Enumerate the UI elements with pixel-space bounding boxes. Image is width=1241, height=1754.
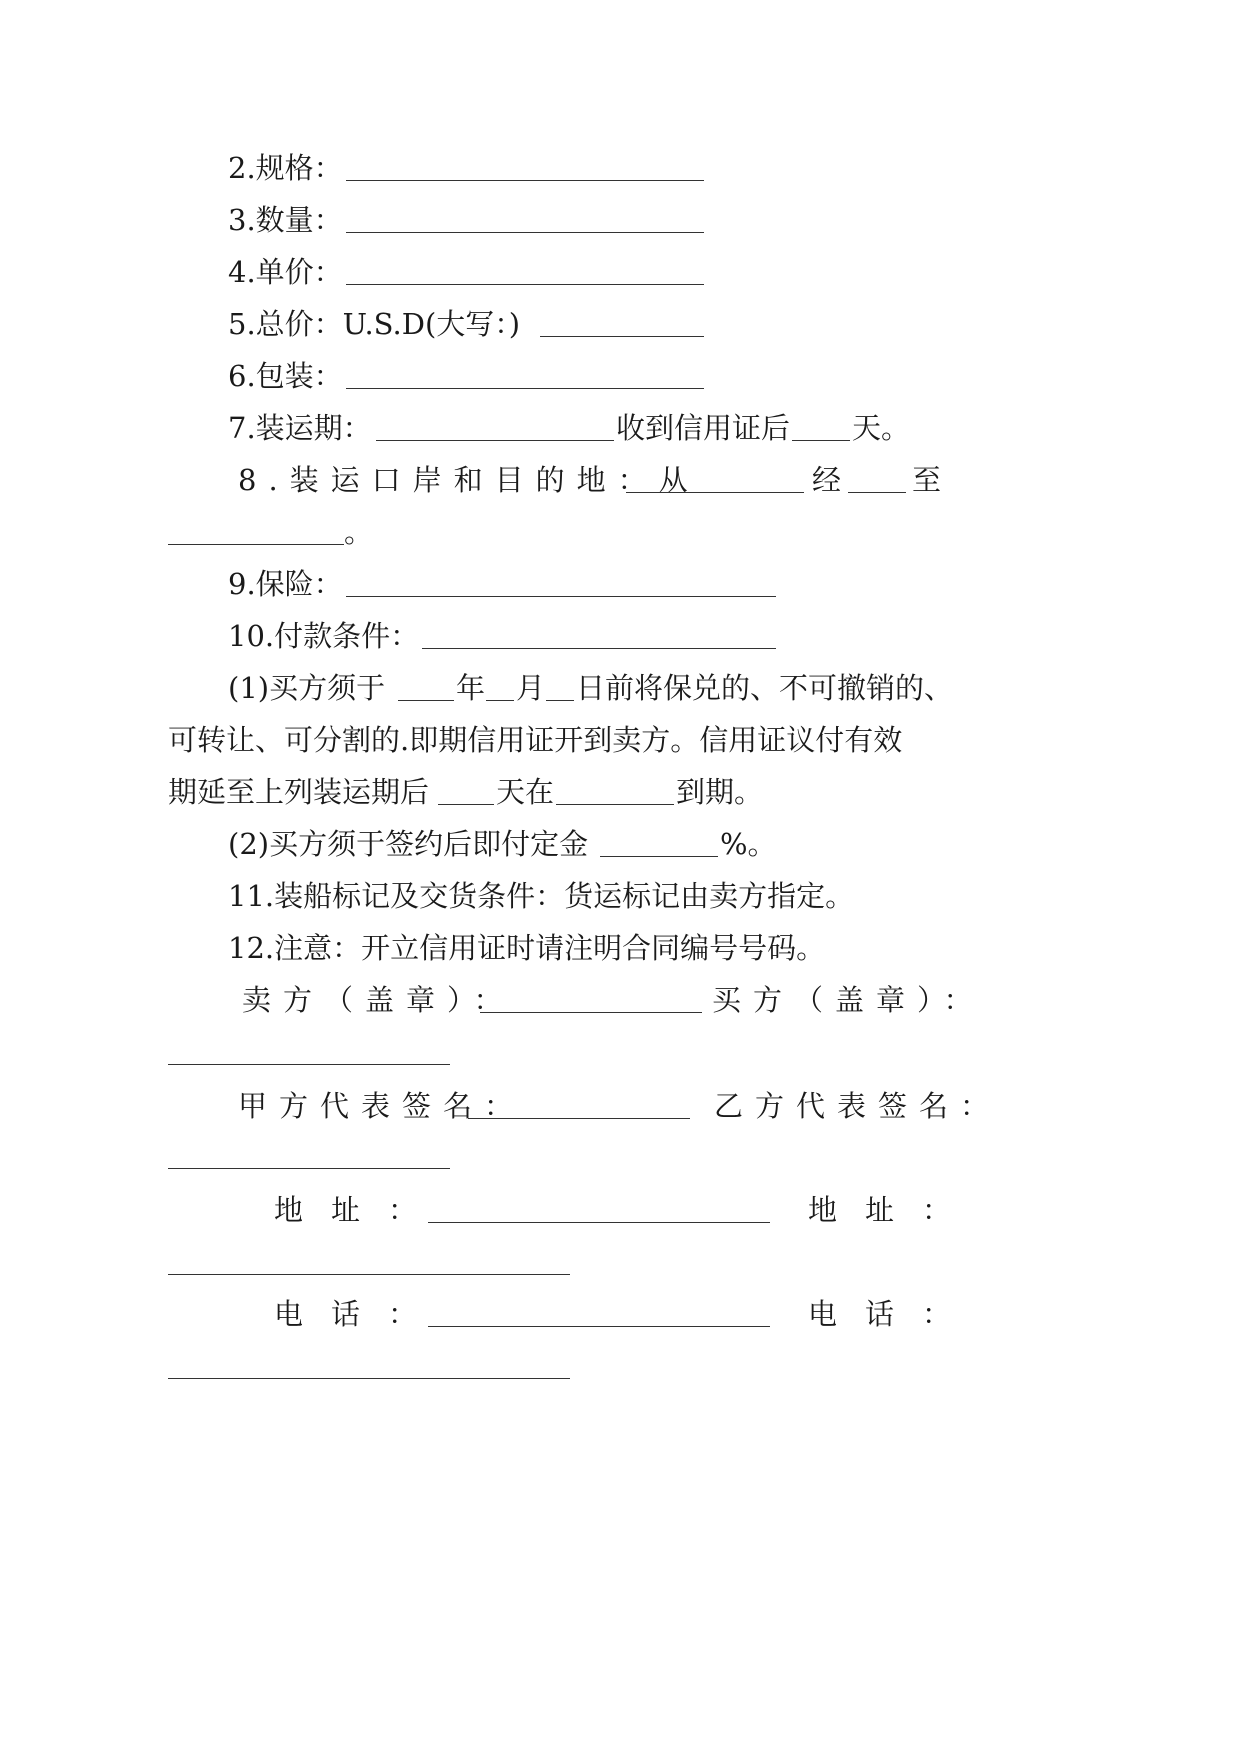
seller-seal-label: 卖方（盖章）： (242, 983, 515, 1017)
expiry-place-blank[interactable] (556, 804, 674, 805)
party-b-address-label: 地址： (808, 1193, 980, 1227)
payment-clause-1-line3b: 天在 (496, 775, 555, 809)
party-a-address-blank[interactable] (428, 1222, 770, 1223)
party-a-sign-blank[interactable] (468, 1118, 690, 1119)
party-b-address-blank[interactable] (168, 1274, 570, 1275)
lc-month-blank[interactable] (486, 700, 514, 701)
packing-label: 6.包装： (228, 359, 343, 393)
shipment-days-blank[interactable] (792, 440, 850, 441)
buyer-seal-label: 买方（盖章）： (712, 983, 985, 1017)
shipment-label: 7.装运期： (228, 411, 372, 445)
packing-blank[interactable] (346, 388, 704, 389)
shipment-blank[interactable] (376, 440, 614, 441)
seller-seal-blank[interactable] (480, 1012, 702, 1013)
port-via-label: 经 (812, 463, 842, 497)
payment-blank[interactable] (422, 648, 776, 649)
payment-clause-2a: (2)买方须于签约后即付定金 (228, 827, 589, 861)
payment-clause-1-line3c: 到期。 (676, 775, 764, 809)
spec-blank[interactable] (346, 180, 704, 181)
shipment-days-suffix: 天。 (852, 411, 911, 445)
buyer-seal-blank[interactable] (168, 1064, 450, 1065)
party-b-phone-blank[interactable] (168, 1378, 570, 1379)
port-label: 8.装运口岸和目的地：从 (238, 463, 700, 497)
port-to-blank[interactable] (168, 544, 344, 545)
payment-clause-1-line3a: 期延至上列装运期后 (168, 775, 430, 809)
party-a-phone-blank[interactable] (428, 1326, 770, 1327)
total-price-blank[interactable] (540, 336, 704, 337)
payment-clause-1b: 日前将保兑的、不可撤销的、 (576, 671, 954, 705)
quantity-label: 3.数量： (228, 203, 343, 237)
lc-year-label: 年 (456, 671, 486, 705)
quantity-blank[interactable] (346, 232, 704, 233)
port-via-blank[interactable] (848, 492, 906, 493)
party-a-sign-label: 甲方代表签名： (238, 1089, 526, 1123)
party-b-sign-blank[interactable] (168, 1168, 450, 1169)
party-b-phone-label: 电话： (808, 1297, 980, 1331)
lc-day-blank[interactable] (546, 700, 574, 701)
payment-clause-2b: %。 (720, 827, 777, 861)
deposit-percent-blank[interactable] (600, 856, 718, 857)
party-a-phone-label: 电话： (274, 1297, 446, 1331)
insurance-label: 9.保险： (228, 567, 343, 601)
lc-month-label: 月 (516, 671, 546, 705)
payment-label: 10.付款条件： (228, 619, 420, 653)
unit-price-label: 4.单价： (228, 255, 343, 289)
port-end: 。 (344, 515, 374, 549)
insurance-blank[interactable] (346, 596, 776, 597)
shipping-marks-clause: 11.装船标记及交货条件：货运标记由卖方指定。 (228, 879, 855, 913)
unit-price-blank[interactable] (346, 284, 704, 285)
payment-clause-1a: (1)买方须于 (228, 671, 386, 705)
party-a-address-label: 地址： (274, 1193, 446, 1227)
validity-days-blank[interactable] (438, 804, 494, 805)
note-clause: 12.注意：开立信用证时请注明合同编号号码。 (228, 931, 826, 965)
port-from-blank[interactable] (626, 492, 804, 493)
party-b-sign-label: 乙方代表签名： (714, 1089, 1002, 1123)
spec-label: 2.规格： (228, 151, 343, 185)
total-price-label: 5.总价：U.S.D(大写：) (228, 307, 521, 341)
lc-year-blank[interactable] (398, 700, 454, 701)
port-to-label: 至 (912, 463, 942, 497)
shipment-after-lc: 收到信用证后 (616, 411, 791, 445)
payment-clause-1-line2: 可转让、可分割的.即期信用证开到卖方。信用证议付有效 (168, 723, 903, 757)
